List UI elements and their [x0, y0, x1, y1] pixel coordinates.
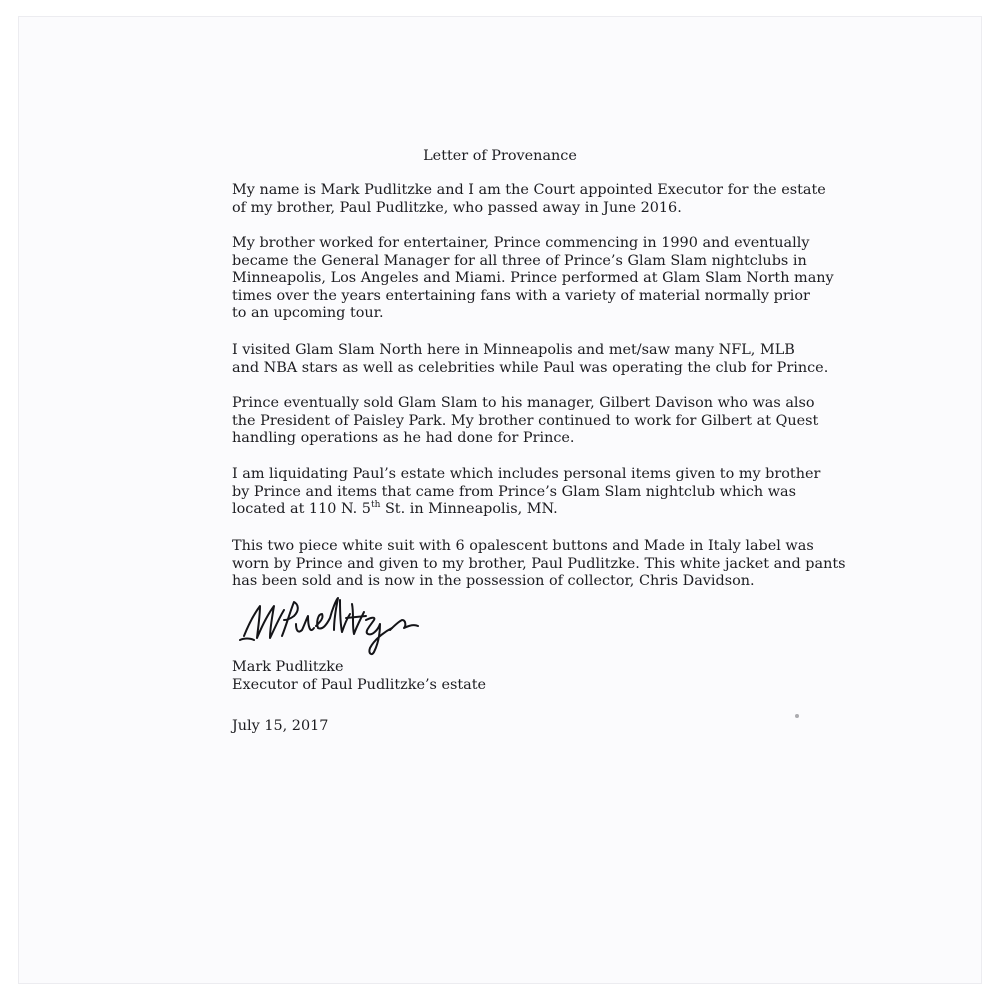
- paragraph-line: I am liquidating Paul’s estate which includes personal items given to my brother: [232, 466, 821, 482]
- paragraph-line: handling operations as he had done for Prince.: [232, 430, 575, 447]
- paragraph-line: I visited Glam Slam North here in Minneapolis and met/saw many NFL, MLB: [232, 342, 795, 358]
- paragraph-line: to an upcoming tour.: [232, 305, 384, 322]
- paragraph-line: worn by Prince and given to my brother, Paul Pudlitzke. This white jacket and pants: [232, 555, 846, 572]
- paragraph-estate: [232, 466, 821, 519]
- address-line: [232, 501, 812, 519]
- paragraph-suit: [232, 538, 846, 591]
- paragraph-line: My brother worked for entertainer, Prince commencing in 1990 and eventually: [232, 235, 810, 251]
- paragraph-line: the President of Paisley Park. My brother continued to work for Gilbert at Quest: [232, 412, 819, 429]
- paragraph-line: has been sold and is now in the possession of collector, Chris Davidson.: [232, 573, 755, 590]
- address-superscript: th: [370, 500, 381, 511]
- signer-title: Executor of Paul Pudlitzke’s estate: [232, 676, 487, 693]
- signature-block: [232, 659, 486, 694]
- paragraph-line: times over the years entertaining fans with a variety of material normally prior: [232, 287, 810, 304]
- paper-speck: [795, 714, 799, 718]
- paragraph-line: Minneapolis, Los Angeles and Miami. Prince performed at Glam Slam North many: [232, 270, 834, 287]
- signer-name: Mark Pudlitzke: [232, 659, 344, 675]
- letter-title: Letter of Provenance: [423, 148, 577, 164]
- letter-date: July 15, 2017: [232, 718, 329, 734]
- paragraph-sale: [232, 395, 819, 448]
- paragraph-employment: [232, 235, 834, 323]
- paragraph-executor: [232, 182, 826, 217]
- paragraph-line: of my brother, Paul Pudlitzke, who passed away in June 2016.: [232, 199, 682, 216]
- paragraph-visit: [232, 342, 829, 377]
- paragraph-line: became the General Manager for all three of Prince’s Glam Slam nightclubs in: [232, 252, 807, 269]
- paragraph-line: and NBA stars as well as celebrities while Paul was operating the club for Prince.: [232, 359, 829, 376]
- paragraph-line: by Prince and items that came from Prince’s Glam Slam nightclub which was: [232, 483, 797, 500]
- paragraph-line: My name is Mark Pudlitzke and I am the Court appointed Executor for the estate: [232, 182, 826, 198]
- handwritten-signature: [238, 596, 422, 658]
- paragraph-line: This two piece white suit with 6 opalescent buttons and Made in Italy label was: [232, 538, 814, 554]
- address-text: located at 110 N. 5: [232, 501, 371, 518]
- paragraph-line: Prince eventually sold Glam Slam to his manager, Gilbert Davison who was also: [232, 395, 815, 411]
- address-text-end: St. in Minneapolis, MN.: [380, 501, 558, 518]
